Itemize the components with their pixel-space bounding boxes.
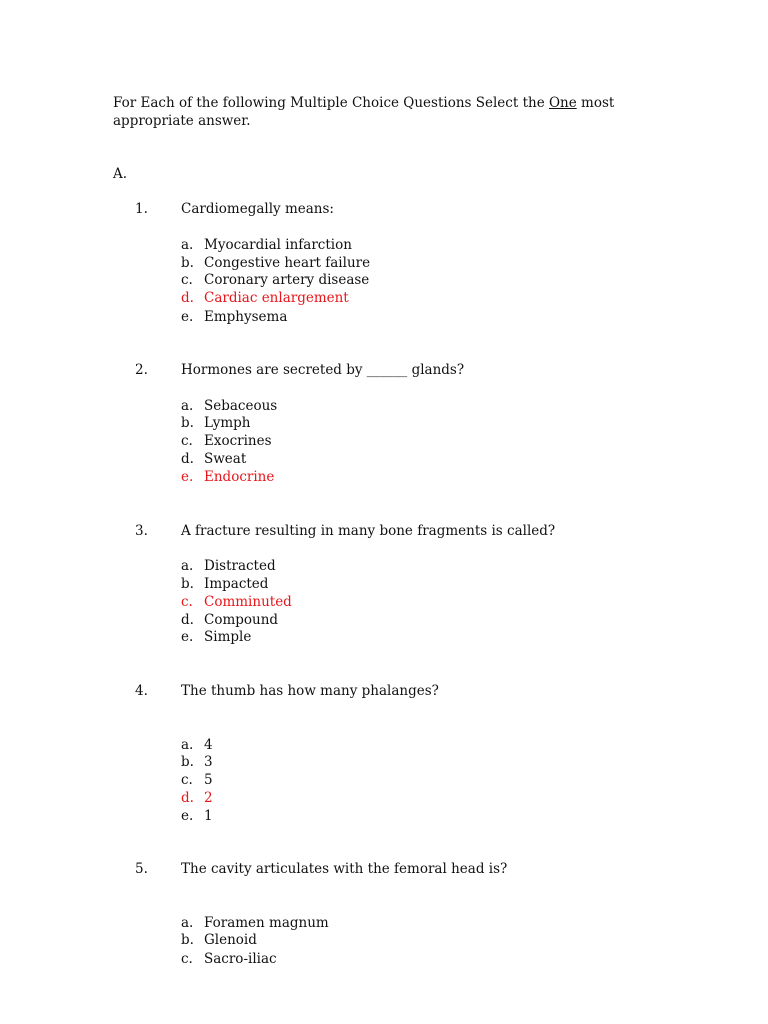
option-letter-correct: d. xyxy=(181,290,194,306)
option-text-correct: Cardiac enlargement xyxy=(204,290,349,306)
option-text: Impacted xyxy=(204,576,269,592)
option-letter: b. xyxy=(181,754,194,770)
option-text: Coronary artery disease xyxy=(204,272,370,288)
option-text-correct: Endocrine xyxy=(204,469,275,485)
question-text: A fracture resulting in many bone fragments is called? xyxy=(181,523,556,539)
option-text: Congestive heart failure xyxy=(204,255,371,271)
option-text: Foramen magnum xyxy=(204,915,329,931)
instructions-line-1 xyxy=(113,94,633,112)
option-text-correct: 2 xyxy=(204,790,213,806)
option-text: Distracted xyxy=(204,558,276,574)
option-text: Compound xyxy=(204,612,279,628)
option-letter: a. xyxy=(181,737,194,753)
option-letter-correct: d. xyxy=(181,790,194,806)
question-text: The thumb has how many phalanges? xyxy=(181,683,439,699)
option-text: Emphysema xyxy=(204,309,288,325)
option-letter: c. xyxy=(181,272,193,288)
question-number: 5. xyxy=(135,861,148,877)
option-text: Exocrines xyxy=(204,433,272,449)
option-letter-correct: e. xyxy=(181,469,194,485)
question-text: Hormones are secreted by ______ glands? xyxy=(181,362,465,378)
option-letter: a. xyxy=(181,558,194,574)
question-text: The cavity articulates with the femoral head is? xyxy=(181,861,508,877)
instructions-text-after: most xyxy=(576,95,615,111)
option-letter: b. xyxy=(181,255,194,271)
question-number: 3. xyxy=(135,523,148,539)
question-number: 2. xyxy=(135,362,148,378)
option-text: Sebaceous xyxy=(204,398,278,414)
section-label: A. xyxy=(113,166,128,182)
option-text: 4 xyxy=(204,737,213,753)
option-letter: e. xyxy=(181,629,194,645)
question-number: 4. xyxy=(135,683,148,699)
option-letter: c. xyxy=(181,772,193,788)
question-number: 1. xyxy=(135,201,148,217)
option-text: 5 xyxy=(204,772,213,788)
option-text: Sacro-iliac xyxy=(204,951,277,967)
option-letter: e. xyxy=(181,808,194,824)
option-text-correct: Comminuted xyxy=(204,594,292,610)
question-text: Cardiomegally means: xyxy=(181,201,334,217)
option-letter: c. xyxy=(181,951,193,967)
option-letter: b. xyxy=(181,415,194,431)
option-letter: d. xyxy=(181,612,194,628)
option-letter: e. xyxy=(181,309,194,325)
instructions-line-2: appropriate answer. xyxy=(113,113,251,129)
option-text: 1 xyxy=(204,808,213,824)
option-text: Lymph xyxy=(204,415,251,431)
option-letter-correct: c. xyxy=(181,594,193,610)
option-letter: a. xyxy=(181,915,194,931)
option-text: Myocardial infarction xyxy=(204,237,352,253)
option-letter: b. xyxy=(181,576,194,592)
option-letter: c. xyxy=(181,433,193,449)
option-text: Simple xyxy=(204,629,252,645)
instructions-text-before: For Each of the following Multiple Choice Questions Select the xyxy=(113,95,549,111)
option-text: Glenoid xyxy=(204,932,257,948)
option-letter: a. xyxy=(181,237,194,253)
option-letter: d. xyxy=(181,451,194,467)
option-text: Sweat xyxy=(204,451,247,467)
instructions-emphasis: One xyxy=(548,95,577,111)
option-text: 3 xyxy=(204,754,213,770)
option-letter: b. xyxy=(181,932,194,948)
option-letter: a. xyxy=(181,398,194,414)
